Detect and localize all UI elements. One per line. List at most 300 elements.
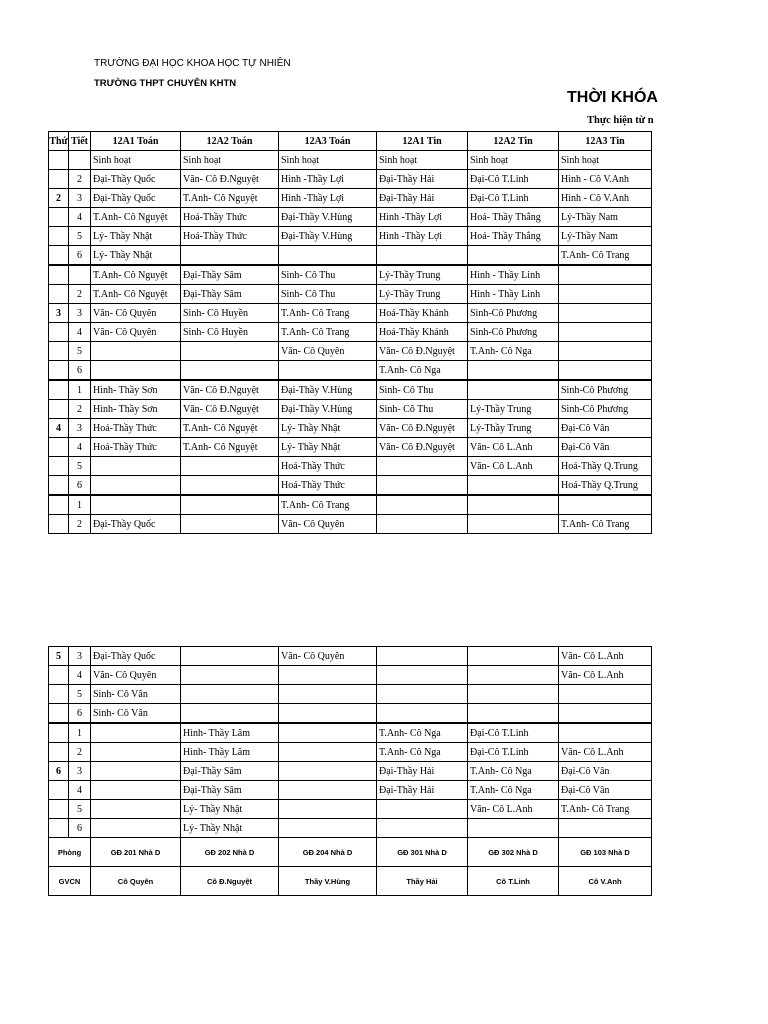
lesson-cell: Hoá-Thầy Thức	[181, 208, 279, 227]
lesson-cell: Lý-Thầy Nam	[559, 208, 652, 227]
homeroom-teacher-cell: Thầy V.Hùng	[279, 867, 377, 896]
table-row	[49, 515, 652, 534]
table-row	[49, 495, 652, 515]
day-cell	[49, 704, 69, 724]
lesson-cell: Văn- Cô Quyên	[279, 342, 377, 361]
lesson-cell: T.Anh- Cô Nguyệt	[91, 285, 181, 304]
lesson-cell	[279, 762, 377, 781]
period-cell: 1	[69, 380, 91, 400]
lesson-cell	[91, 743, 181, 762]
lesson-cell: Sinh hoạt	[279, 151, 377, 170]
lesson-cell: Hoá-Thầy Q.Trung	[559, 476, 652, 496]
table-row	[49, 246, 652, 266]
lesson-cell	[468, 476, 559, 496]
period-cell: 2	[69, 285, 91, 304]
lesson-cell: Văn- Cô L.Anh	[468, 438, 559, 457]
day-cell	[49, 515, 69, 534]
room-cell: GĐ 103 Nhà D	[559, 838, 652, 867]
lesson-cell: Sinh hoạt	[559, 151, 652, 170]
col-header: Tiết	[69, 132, 91, 151]
homeroom-teacher-cell: Cô Quyên	[91, 867, 181, 896]
lesson-cell	[468, 647, 559, 666]
lesson-cell	[279, 819, 377, 838]
lesson-cell	[377, 246, 468, 266]
lesson-cell: T.Anh- Cô Nguyệt	[181, 189, 279, 208]
lesson-cell	[468, 246, 559, 266]
lesson-cell: Hoá-Thầy Thức	[279, 476, 377, 496]
lesson-cell: Đại-Cô Vân	[559, 762, 652, 781]
period-cell: 2	[69, 170, 91, 189]
lesson-cell: Văn- Cô Quyên	[91, 323, 181, 342]
lesson-cell: T.Anh- Cô Trang	[279, 323, 377, 342]
period-cell: 4	[69, 666, 91, 685]
lesson-cell	[91, 342, 181, 361]
row-caption: GVCN	[49, 867, 91, 896]
table-row	[49, 208, 652, 227]
table-row	[49, 666, 652, 685]
lesson-cell: Hoá- Thầy Thắng	[468, 227, 559, 246]
lesson-cell: Đại-Cô Vân	[559, 438, 652, 457]
lesson-cell	[559, 285, 652, 304]
period-cell: 6	[69, 819, 91, 838]
lesson-cell	[559, 342, 652, 361]
lesson-cell	[181, 495, 279, 515]
lesson-cell: Đại-Thầy V.Hùng	[279, 208, 377, 227]
homeroom-teacher-cell: Cô Đ.Nguyệt	[181, 867, 279, 896]
table-row	[49, 476, 652, 496]
lesson-cell: Hoá-Thầy Thức	[91, 419, 181, 438]
day-cell: 3	[49, 304, 69, 323]
lesson-cell: T.Anh- Cô Nga	[377, 743, 468, 762]
lesson-cell: Hình - Cô V.Anh	[559, 189, 652, 208]
lesson-cell: Sinh- Cô Thu	[377, 400, 468, 419]
lesson-cell	[279, 246, 377, 266]
lesson-cell: T.Anh- Cô Nga	[468, 342, 559, 361]
lesson-cell	[377, 666, 468, 685]
lesson-cell	[181, 704, 279, 724]
col-header: 12A2 Toán	[181, 132, 279, 151]
table-row	[49, 647, 652, 666]
day-cell	[49, 170, 69, 189]
lesson-cell: Đại-Cô Vân	[559, 419, 652, 438]
lesson-cell	[91, 781, 181, 800]
lesson-cell: Sinh- Cô Thu	[279, 285, 377, 304]
lesson-cell: Văn- Cô Quyên	[279, 647, 377, 666]
lesson-cell: Sinh- Cô Huyền	[181, 304, 279, 323]
lesson-cell: Lý-Thầy Trung	[468, 400, 559, 419]
room-cell: GĐ 202 Nhà D	[181, 838, 279, 867]
homeroom-teacher-cell: Cô T.Linh	[468, 867, 559, 896]
lesson-cell: Văn- Cô Quyên	[279, 515, 377, 534]
period-cell	[69, 265, 91, 285]
day-cell	[49, 685, 69, 704]
lesson-cell: Đại-Thầy Quốc	[91, 515, 181, 534]
table-row	[49, 400, 652, 419]
table-row	[49, 380, 652, 400]
table-row	[49, 419, 652, 438]
period-cell: 4	[69, 438, 91, 457]
university-name: TRƯỜNG ĐẠI HỌC KHOA HỌC TỰ NHIÊN	[94, 58, 291, 69]
day-cell	[49, 476, 69, 496]
lesson-cell	[181, 666, 279, 685]
lesson-cell: T.Anh- Cô Nguyệt	[181, 419, 279, 438]
lesson-cell: T.Anh- Cô Nga	[377, 723, 468, 743]
lesson-cell: Hình - Thầy Linh	[468, 265, 559, 285]
day-cell	[49, 400, 69, 419]
day-cell	[49, 438, 69, 457]
day-cell	[49, 723, 69, 743]
room-cell: GĐ 204 Nhà D	[279, 838, 377, 867]
lesson-cell: Văn- Cô Đ.Nguyệt	[181, 380, 279, 400]
lesson-cell	[468, 361, 559, 381]
lesson-cell	[468, 515, 559, 534]
lesson-cell: Hình- Thầy Sơn	[91, 400, 181, 419]
lesson-cell: Hoá-Thầy Khánh	[377, 323, 468, 342]
period-cell: 4	[69, 323, 91, 342]
lesson-cell	[181, 342, 279, 361]
table-row	[49, 762, 652, 781]
lesson-cell: Văn- Cô Đ.Nguyệt	[181, 400, 279, 419]
lesson-cell: Lý- Thầy Nhật	[91, 246, 181, 266]
lesson-cell	[279, 685, 377, 704]
lesson-cell	[377, 800, 468, 819]
period-cell: 3	[69, 762, 91, 781]
day-cell: 2	[49, 189, 69, 208]
table-row	[49, 265, 652, 285]
lesson-cell: Sinh hoạt	[91, 151, 181, 170]
lesson-cell: T.Anh- Cô Nga	[377, 361, 468, 381]
col-header: 12A1 Toán	[91, 132, 181, 151]
lesson-cell	[91, 762, 181, 781]
lesson-cell	[559, 704, 652, 724]
lesson-cell	[559, 819, 652, 838]
lesson-cell: Văn- Cô L.Anh	[559, 743, 652, 762]
lesson-cell	[91, 495, 181, 515]
period-cell: 5	[69, 457, 91, 476]
page-subtitle: Thực hiện từ n	[587, 115, 654, 126]
day-cell: 4	[49, 419, 69, 438]
col-header: 12A1 Tin	[377, 132, 468, 151]
period-cell: 6	[69, 476, 91, 496]
room-row	[49, 838, 652, 867]
lesson-cell	[181, 361, 279, 381]
lesson-cell: Lý- Thầy Nhật	[91, 227, 181, 246]
lesson-cell: Đại-Thầy Hải	[377, 170, 468, 189]
lesson-cell: Hoá-Thầy Khánh	[377, 304, 468, 323]
lesson-cell: Đại-Thầy Hải	[377, 189, 468, 208]
lesson-cell: Đại-Thầy Quốc	[91, 170, 181, 189]
lesson-cell: Sinh hoạt	[468, 151, 559, 170]
lesson-cell	[377, 647, 468, 666]
lesson-cell: Đại-Cô T.Linh	[468, 743, 559, 762]
lesson-cell	[181, 515, 279, 534]
col-header: 12A2 Tin	[468, 132, 559, 151]
table-row	[49, 151, 652, 170]
lesson-cell: T.Anh- Cô Nga	[468, 781, 559, 800]
day-cell	[49, 495, 69, 515]
lesson-cell	[559, 323, 652, 342]
period-cell: 5	[69, 342, 91, 361]
lesson-cell	[181, 457, 279, 476]
lesson-cell: Hình- Thầy Sơn	[91, 380, 181, 400]
lesson-cell	[468, 819, 559, 838]
day-cell	[49, 457, 69, 476]
lesson-cell	[468, 666, 559, 685]
lesson-cell: T.Anh- Cô Nga	[468, 762, 559, 781]
timetable-bottom	[48, 646, 652, 896]
period-cell: 3	[69, 419, 91, 438]
lesson-cell	[279, 723, 377, 743]
day-cell	[49, 208, 69, 227]
lesson-cell	[91, 361, 181, 381]
table-row	[49, 227, 652, 246]
day-cell	[49, 323, 69, 342]
lesson-cell: Sinh hoạt	[377, 151, 468, 170]
period-cell: 5	[69, 227, 91, 246]
lesson-cell	[559, 265, 652, 285]
lesson-cell	[181, 476, 279, 496]
lesson-cell: T.Anh- Cô Trang	[559, 515, 652, 534]
room-cell: GĐ 301 Nhà D	[377, 838, 468, 867]
lesson-cell: Hình - Cô V.Anh	[559, 170, 652, 189]
day-cell	[49, 285, 69, 304]
lesson-cell: Văn- Cô Quyên	[91, 304, 181, 323]
day-cell	[49, 743, 69, 762]
table-row	[49, 189, 652, 208]
lesson-cell: Hình - Thầy Linh	[468, 285, 559, 304]
lesson-cell	[279, 704, 377, 724]
table-row	[49, 819, 652, 838]
lesson-cell: T.Anh- Cô Nguyệt	[91, 265, 181, 285]
lesson-cell	[377, 476, 468, 496]
lesson-cell: Lý-Thầy Trung	[377, 265, 468, 285]
lesson-cell: Sinh- Cô Huyền	[181, 323, 279, 342]
lesson-cell: Hoá-Thầy Q.Trung	[559, 457, 652, 476]
lesson-cell: Hình -Thầy Lợi	[377, 208, 468, 227]
lesson-cell: Lý- Thầy Nhật	[279, 438, 377, 457]
header-row	[49, 132, 652, 151]
lesson-cell	[559, 361, 652, 381]
lesson-cell: Đại-Thầy Sâm	[181, 285, 279, 304]
lesson-cell: Văn- Cô Đ.Nguyệt	[181, 170, 279, 189]
lesson-cell: Đại-Thầy V.Hùng	[279, 227, 377, 246]
table-row	[49, 781, 652, 800]
lesson-cell	[377, 819, 468, 838]
lesson-cell: Văn- Cô Đ.Nguyệt	[377, 342, 468, 361]
table-row	[49, 170, 652, 189]
day-cell	[49, 246, 69, 266]
lesson-cell: Văn- Cô L.Anh	[559, 666, 652, 685]
lesson-cell	[91, 723, 181, 743]
table-row	[49, 704, 652, 724]
lesson-cell	[559, 495, 652, 515]
lesson-cell	[377, 457, 468, 476]
lesson-cell: Văn- Cô L.Anh	[468, 457, 559, 476]
homeroom-teacher-cell: Thầy Hải	[377, 867, 468, 896]
homeroom-row	[49, 867, 652, 896]
table-row	[49, 323, 652, 342]
lesson-cell	[279, 800, 377, 819]
day-cell	[49, 781, 69, 800]
lesson-cell: Lý- Thầy Nhật	[181, 800, 279, 819]
lesson-cell: Hình- Thầy Lâm	[181, 743, 279, 762]
lesson-cell: Hoá-Thầy Thức	[279, 457, 377, 476]
lesson-cell: Văn- Cô L.Anh	[559, 647, 652, 666]
lesson-cell: Đại-Cô T.Linh	[468, 723, 559, 743]
table-row	[49, 438, 652, 457]
lesson-cell: T.Anh- Cô Trang	[279, 304, 377, 323]
table-row	[49, 285, 652, 304]
lesson-cell: Đại-Cô T.Linh	[468, 170, 559, 189]
day-cell: 6	[49, 762, 69, 781]
lesson-cell: Đại-Thầy Quốc	[91, 647, 181, 666]
lesson-cell: Lý-Thầy Trung	[377, 285, 468, 304]
lesson-cell: Sinh-Cô Phương	[468, 323, 559, 342]
lesson-cell: T.Anh- Cô Trang	[559, 246, 652, 266]
table-row	[49, 361, 652, 381]
table-row	[49, 743, 652, 762]
col-header: 12A3 Toán	[279, 132, 377, 151]
period-cell: 3	[69, 189, 91, 208]
table-row	[49, 304, 652, 323]
lesson-cell	[468, 685, 559, 704]
period-cell: 2	[69, 400, 91, 419]
period-cell: 5	[69, 800, 91, 819]
lesson-cell	[377, 495, 468, 515]
lesson-cell: Lý- Thầy Nhật	[181, 819, 279, 838]
lesson-cell: Lý-Thầy Trung	[468, 419, 559, 438]
lesson-cell	[279, 743, 377, 762]
lesson-cell	[468, 704, 559, 724]
lesson-cell: Đại-Cô T.Linh	[468, 189, 559, 208]
day-cell	[49, 265, 69, 285]
day-cell	[49, 361, 69, 381]
lesson-cell: Hình -Thầy Lợi	[279, 170, 377, 189]
lesson-cell: Đại-Thầy Hải	[377, 762, 468, 781]
lesson-cell	[181, 246, 279, 266]
lesson-cell: Văn- Cô L.Anh	[468, 800, 559, 819]
lesson-cell: Hoá- Thầy Thắng	[468, 208, 559, 227]
lesson-cell: Sinh hoạt	[181, 151, 279, 170]
lesson-cell: Sinh-Cô Phương	[559, 400, 652, 419]
col-header: Thứ	[49, 132, 69, 151]
lesson-cell	[468, 380, 559, 400]
day-cell	[49, 666, 69, 685]
lesson-cell: Lý- Thầy Nhật	[279, 419, 377, 438]
day-cell	[49, 342, 69, 361]
lesson-cell: Văn- Cô Đ.Nguyệt	[377, 419, 468, 438]
lesson-cell: Hình -Thầy Lợi	[377, 227, 468, 246]
lesson-cell: Sinh- Cô Vân	[91, 704, 181, 724]
table-row	[49, 457, 652, 476]
lesson-cell	[559, 723, 652, 743]
table-row	[49, 800, 652, 819]
period-cell: 5	[69, 685, 91, 704]
day-cell: 5	[49, 647, 69, 666]
lesson-cell: Sinh- Cô Vân	[91, 685, 181, 704]
lesson-cell: Hoá-Thầy Thức	[91, 438, 181, 457]
period-cell: 3	[69, 304, 91, 323]
period-cell: 1	[69, 495, 91, 515]
lesson-cell: Văn- Cô Đ.Nguyệt	[377, 438, 468, 457]
lesson-cell	[377, 685, 468, 704]
day-cell	[49, 800, 69, 819]
day-cell	[49, 380, 69, 400]
day-cell	[49, 819, 69, 838]
lesson-cell: Đại-Thầy Sâm	[181, 762, 279, 781]
school-name: TRƯỜNG THPT CHUYÊN KHTN	[94, 78, 237, 89]
lesson-cell: Đại-Thầy Sâm	[181, 265, 279, 285]
period-cell	[69, 151, 91, 170]
table-row	[49, 685, 652, 704]
lesson-cell: Sinh-Cô Phương	[559, 380, 652, 400]
lesson-cell	[279, 666, 377, 685]
room-cell: GĐ 302 Nhà D	[468, 838, 559, 867]
period-cell: 6	[69, 704, 91, 724]
lesson-cell	[181, 685, 279, 704]
lesson-cell	[559, 304, 652, 323]
lesson-cell	[377, 515, 468, 534]
homeroom-teacher-cell: Cô V.Anh	[559, 867, 652, 896]
col-header: 12A3 Tin	[559, 132, 652, 151]
lesson-cell	[181, 647, 279, 666]
lesson-cell: Hình -Thầy Lợi	[279, 189, 377, 208]
lesson-cell: Văn- Cô Quyên	[91, 666, 181, 685]
table-row	[49, 342, 652, 361]
lesson-cell: T.Anh- Cô Trang	[279, 495, 377, 515]
lesson-cell: Hoá-Thầy Thức	[181, 227, 279, 246]
lesson-cell	[468, 495, 559, 515]
lesson-cell: Đại-Cô Vân	[559, 781, 652, 800]
period-cell: 6	[69, 361, 91, 381]
lesson-cell: Sinh-Cô Phương	[468, 304, 559, 323]
lesson-cell	[279, 781, 377, 800]
lesson-cell	[559, 685, 652, 704]
table-row	[49, 723, 652, 743]
period-cell: 4	[69, 781, 91, 800]
period-cell: 2	[69, 515, 91, 534]
period-cell: 2	[69, 743, 91, 762]
room-cell: GĐ 201 Nhà D	[91, 838, 181, 867]
period-cell: 4	[69, 208, 91, 227]
period-cell: 6	[69, 246, 91, 266]
lesson-cell	[279, 361, 377, 381]
lesson-cell	[377, 704, 468, 724]
lesson-cell: Đại-Thầy Hải	[377, 781, 468, 800]
page-title: THỜI KHÓA	[567, 89, 658, 106]
lesson-cell: Lý-Thầy Nam	[559, 227, 652, 246]
lesson-cell: T.Anh- Cô Nguyệt	[181, 438, 279, 457]
timetable-top	[48, 131, 652, 534]
lesson-cell	[91, 476, 181, 496]
lesson-cell: Đại-Thầy Quốc	[91, 189, 181, 208]
lesson-cell: Hình- Thầy Lâm	[181, 723, 279, 743]
lesson-cell: T.Anh- Cô Trang	[559, 800, 652, 819]
lesson-cell: Sinh- Cô Thu	[377, 380, 468, 400]
lesson-cell	[91, 819, 181, 838]
lesson-cell: Đại-Thầy Sâm	[181, 781, 279, 800]
period-cell: 1	[69, 723, 91, 743]
day-cell	[49, 151, 69, 170]
period-cell: 3	[69, 647, 91, 666]
lesson-cell: Đại-Thầy V.Hùng	[279, 400, 377, 419]
row-caption: Phòng	[49, 838, 91, 867]
lesson-cell: Sinh- Cô Thu	[279, 265, 377, 285]
lesson-cell: Đại-Thầy V.Hùng	[279, 380, 377, 400]
lesson-cell	[91, 457, 181, 476]
lesson-cell	[91, 800, 181, 819]
day-cell	[49, 227, 69, 246]
